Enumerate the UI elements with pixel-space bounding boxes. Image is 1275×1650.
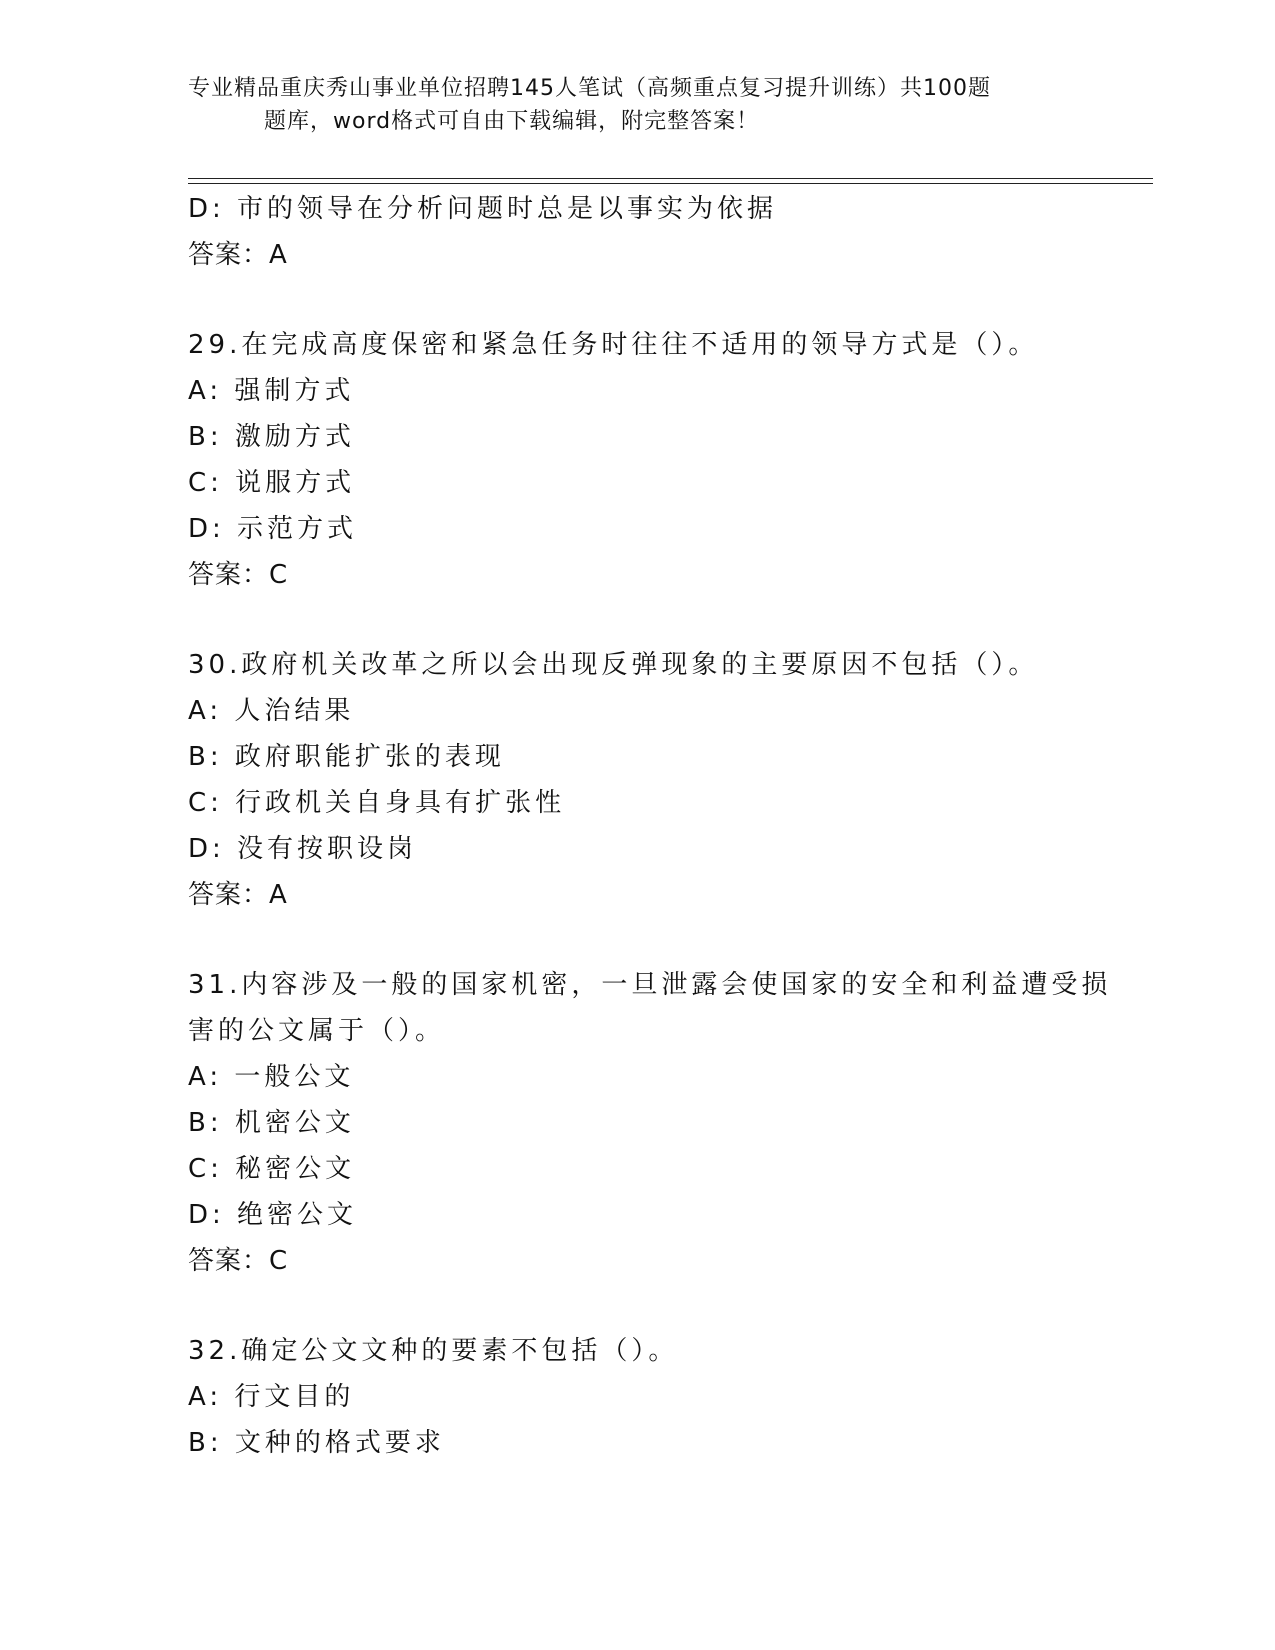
answer-line: 答案：C [188, 560, 289, 590]
option-d: D: 没有按职设岗 [188, 834, 418, 864]
answer-line: 答案：A [188, 240, 288, 270]
spacer [188, 1284, 1088, 1328]
header-divider-bottom [188, 183, 1153, 184]
option-b: B: 激励方式 [188, 422, 355, 452]
option-b: B: 机密公文 [188, 1108, 355, 1138]
option-d: D: 绝密公文 [188, 1200, 358, 1230]
spacer [188, 278, 1088, 322]
option-c: C: 行政机关自身具有扩张性 [188, 788, 566, 818]
question-stem: 30.政府机关改革之所以会出现反弹现象的主要原因不包括（）。 [188, 650, 1039, 680]
question-stem-line-2: 害的公文属于（）。 [188, 1016, 446, 1046]
question-stem: 29.在完成高度保密和紧急任务时往往不适用的领导方式是（）。 [188, 330, 1039, 360]
option-a: A: 行文目的 [188, 1382, 355, 1412]
answer-line: 答案：C [188, 1246, 289, 1276]
option-a: A: 强制方式 [188, 376, 355, 406]
option-b: B: 政府职能扩张的表现 [188, 742, 505, 772]
spacer [188, 598, 1088, 642]
header-title-line-1: 专业精品重庆秀山事业单位招聘145人笔试（高频重点复习提升训练）共100题 [188, 76, 991, 101]
spacer [188, 918, 1088, 962]
document-header [188, 72, 1068, 138]
header-divider-top [188, 178, 1153, 179]
answer-line: 答案：A [188, 880, 288, 910]
option-d: D: 市的领导在分析问题时总是以事实为依据 [188, 194, 778, 224]
option-a: A: 人治结果 [188, 696, 355, 726]
question-stem-line-1: 31.内容涉及一般的国家机密，一旦泄露会使国家的安全和利益遭受损 [188, 970, 1112, 1000]
question-list [188, 186, 1112, 1466]
option-c: C: 秘密公文 [188, 1154, 356, 1184]
question-stem: 32.确定公文文种的要素不包括（）。 [188, 1336, 679, 1366]
option-d: D: 示范方式 [188, 514, 358, 544]
option-a: A: 一般公文 [188, 1062, 355, 1092]
option-c: C: 说服方式 [188, 468, 356, 498]
option-b: B: 文种的格式要求 [188, 1428, 445, 1458]
header-title-line-2: 题库，word格式可自由下载编辑，附完整答案！ [264, 109, 760, 134]
